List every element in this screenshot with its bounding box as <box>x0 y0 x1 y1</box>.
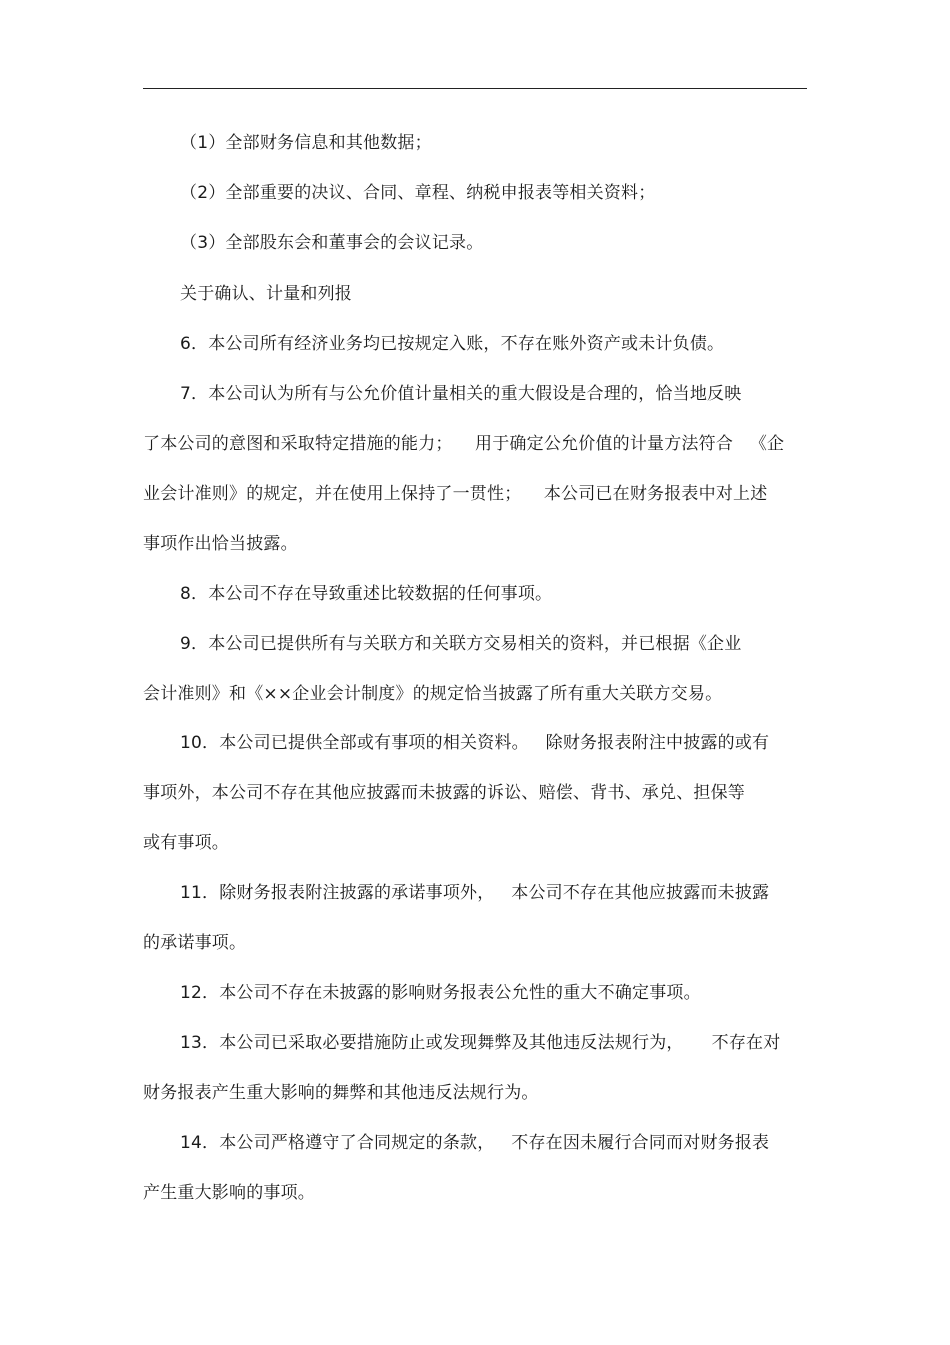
section-heading: 关于确认、计量和列报 <box>180 284 352 304</box>
list-item-1: （1）全部财务信息和其他数据； <box>180 133 432 153</box>
paragraph-10-line-2: 事项外，本公司不存在其他应披露而未披露的诉讼、赔偿、背书、承兑、担保等 <box>143 783 745 803</box>
paragraph-10-line-1: 10．本公司已提供全部或有事项的相关资料。 除财务报表附注中披露的或有 <box>180 733 770 753</box>
paragraph-13-line-1: 13．本公司已采取必要措施防止或发现舞弊及其他违反法规行为， 不存在对 <box>180 1033 781 1053</box>
paragraph-14-line-1: 14．本公司严格遵守了合同规定的条款， 不存在因未履行合同而对财务报表 <box>180 1133 770 1153</box>
paragraph-14-line-2: 产生重大影响的事项。 <box>143 1183 315 1203</box>
paragraph-6: 6．本公司所有经济业务均已按规定入账，不存在账外资产或未计负债。 <box>180 334 725 354</box>
list-item-3: （3）全部股东会和董事会的会议记录。 <box>180 233 484 253</box>
paragraph-10-line-3: 或有事项。 <box>143 833 229 853</box>
paragraph-7-line-1: 7．本公司认为所有与公允价值计量相关的重大假设是合理的，恰当地反映 <box>180 384 742 404</box>
list-item-2: （2）全部重要的决议、合同、章程、纳税申报表等相关资料； <box>180 183 656 203</box>
paragraph-11-line-1: 11．除财务报表附注披露的承诺事项外， 本公司不存在其他应披露而未披露 <box>180 883 770 903</box>
paragraph-7-line-3: 业会计准则》的规定，并在使用上保持了一贯性； 本公司已在财务报表中对上述 <box>143 484 768 504</box>
paragraph-11-line-2: 的承诺事项。 <box>143 933 247 953</box>
paragraph-12: 12．本公司不存在未披露的影响财务报表公允性的重大不确定事项。 <box>180 983 701 1003</box>
paragraph-7-line-2: 了本公司的意图和采取特定措施的能力； 用于确定公允价值的计量方法符合 《企 <box>143 434 785 454</box>
header-rule <box>143 88 807 89</box>
paragraph-7-line-4: 事项作出恰当披露。 <box>143 534 298 554</box>
paragraph-13-line-2: 财务报表产生重大影响的舞弊和其他违反法规行为。 <box>143 1083 539 1103</box>
paragraph-9-line-1: 9．本公司已提供所有与关联方和关联方交易相关的资料，并已根据《企业 <box>180 634 742 654</box>
paragraph-8: 8．本公司不存在导致重述比较数据的任何事项。 <box>180 584 553 604</box>
paragraph-9-line-2: 会计准则》和《××企业会计制度》的规定恰当披露了所有重大关联方交易。 <box>143 684 723 704</box>
